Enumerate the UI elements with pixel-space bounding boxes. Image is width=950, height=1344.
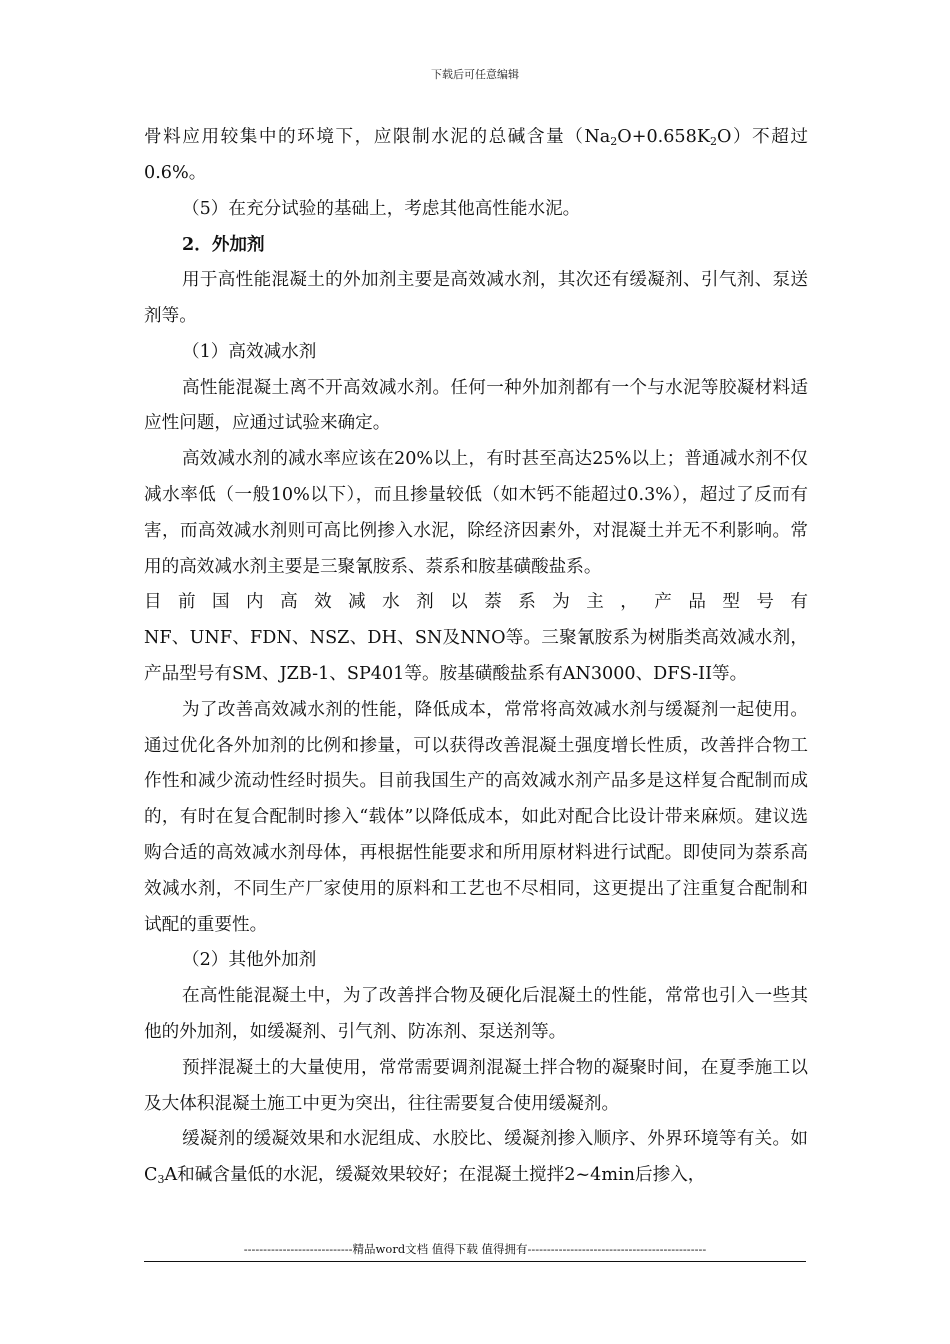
body-text	[144, 120, 808, 1194]
paragraph-admixture-intro: 用于高性能混凝土的外加剂主要是高效减水剂，其次还有缓凝剂、引气剂、泵送剂等。	[144, 270, 808, 326]
subheading-superplasticizer: （1）高效减水剂	[182, 341, 317, 362]
footer-text: ----------------------------精品word文档 值得下载 值得拥有----------------------------------------------	[243, 1242, 707, 1256]
paragraph-retarder-effect: 缓凝剂的缓凝效果和水泥组成、水胶比、缓凝剂掺入顺序、外界环境等有关。如$C_3A$和碱含量低的水泥，缓凝效果较好；在混凝土搅拌2~4min后掺入，	[144, 1129, 808, 1187]
paragraph-alkali-limit: 骨料应用较集中的环境下，应限制水泥的总碱含量$(Na_2O+0.658K_2O)$不超过0.6%。	[144, 127, 808, 183]
section-heading-admixture: 2．外加剂	[182, 234, 265, 256]
page-header: 下载后可任意编辑	[431, 68, 519, 81]
page-footer	[144, 1242, 806, 1262]
paragraph-domestic-products-line: 目前国内高效减水剂以萘系为主，产品型号有	[144, 592, 808, 613]
paragraph-superplasticizer-need: 高性能混凝土离不开高效减水剂。任何一种外加剂都有一个与水泥等胶凝材料适应性问题，应通过试验来确定。	[144, 377, 808, 434]
subheading-other-admixtures: （2）其他外加剂	[182, 950, 317, 971]
paragraph-other-cement: （5）在充分试验的基础上，考虑其他高性能水泥。	[182, 198, 581, 219]
paragraph-product-models: NF、UNF、FDN、NSZ、DH、SN及NNO等。三聚氰胺系为树脂类高效减水剂，产品型号有SM、JZB-1、SP401等。胺基磺酸盐系有AN3000、DFS-II等。	[144, 628, 808, 684]
paragraph-other-admixtures: 在高性能混凝土中，为了改善拌合物及硬化后混凝土的性能，常常也引入一些其他的外加剂，如缓凝剂、引气剂、防冻剂、泵送剂等。	[144, 986, 808, 1042]
paragraph-retarder-use: 预拌混凝土的大量使用，常常需要调剂混凝土拌合物的凝聚时间，在夏季施工以及大体积混凝土施工中更为突出，往往需要复合使用缓凝剂。	[144, 1057, 808, 1114]
paragraph-compound-formulation: 为了改善高效减水剂的性能，降低成本，常常将高效减水剂与缓凝剂一起使用。通过优化各外加剂的比例和掺量，可以获得改善混凝土强度增长性质，改善拌合物工作性和减少流动性经时损失。目前我国生产的高效减水剂产品多是这样复合配制而成的，有时在复合配制时掺入“载体”以降低成本，如此对配合比设计带来麻烦。建议选购合适的高效减水剂母体，再根据性能要求和所用原材料进行试配。即使同为萘系高效减水剂，不同生产厂家使用的原料和工艺也不尽相同，这更提出了注重复合配制和试配的重要性。	[144, 699, 808, 935]
footer-rule	[144, 1261, 806, 1262]
paragraph-water-reduction: 高效减水剂的减水率应该在20%以上，有时甚至高达25%以上；普通减水剂不仅减水率低（一般10%以下），而且掺量较低（如木钙不能超过0.3%），超过了反而有害，而高效减水剂则可高比例掺入水泥，除经济因素外，对混凝土并无不利影响。常用的高效减水剂主要是三聚氰胺系、萘系和胺基磺酸盐系。	[144, 449, 808, 577]
